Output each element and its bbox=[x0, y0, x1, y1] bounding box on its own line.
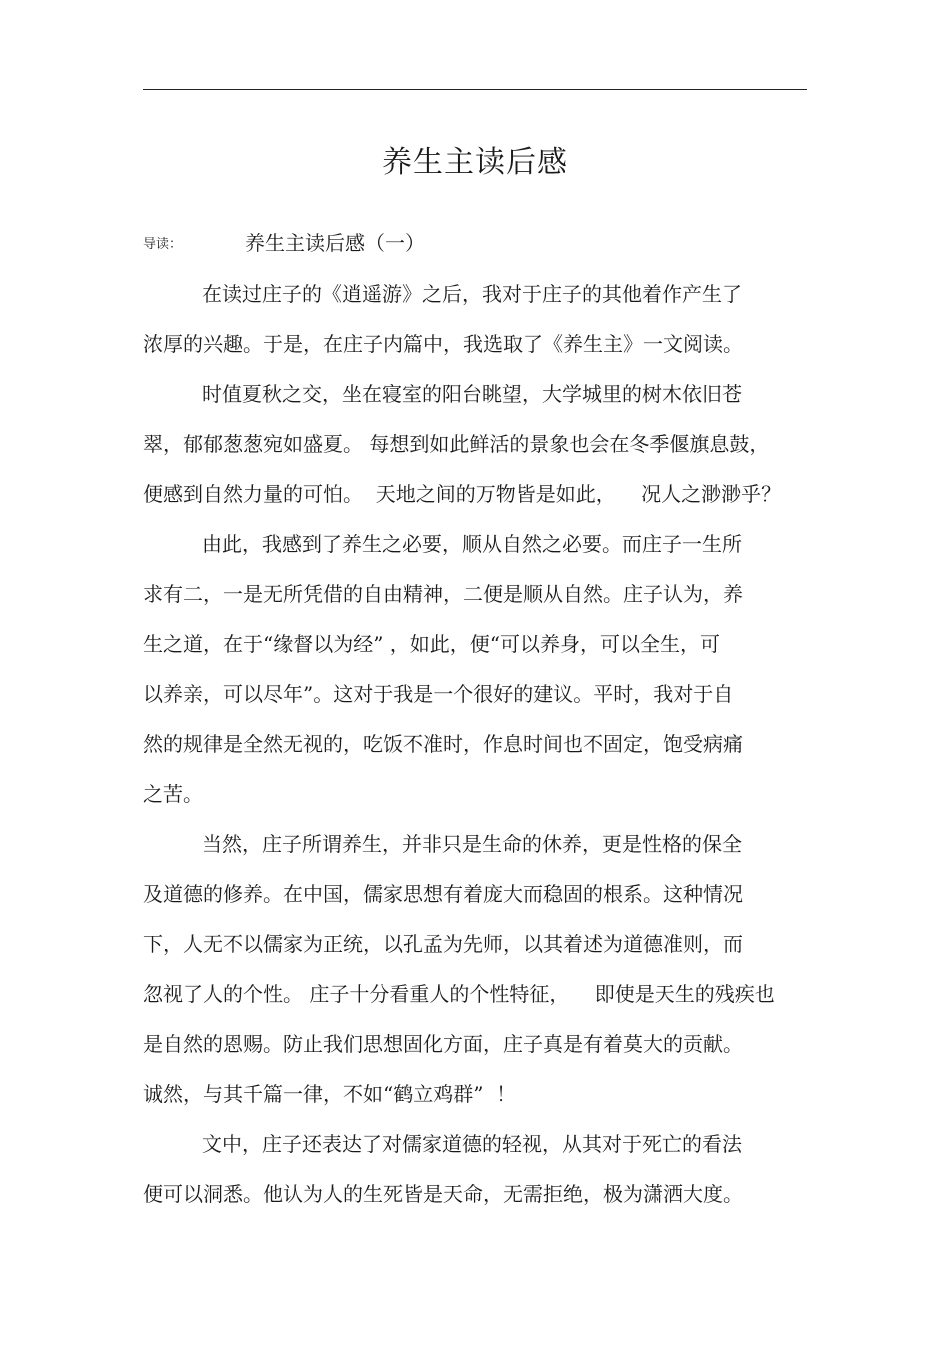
body-line: 文中，庄子还表达了对儒家道德的轻视，从其对于死亡的看法 bbox=[202, 1132, 742, 1156]
body-line: 诚然，与其千篇一律，不如“鹤立鸡群” ！ bbox=[143, 1082, 517, 1106]
body-line: 翠，郁郁葱葱宛如盛夏。 每想到如此鲜活的景象也会在冬季偃旗息鼓， bbox=[143, 432, 770, 456]
header-rule bbox=[143, 89, 807, 90]
body-line: 浓厚的兴趣。于是，在庄子内篇中，我选取了《养生主》一文阅读。 bbox=[143, 332, 743, 356]
body-line: 以养亲，可以尽年”。这对于我是一个很好的建议。平时，我对于自 bbox=[143, 682, 734, 706]
body-line: 由此，我感到了养生之必要，顺从自然之必要。而庄子一生所 bbox=[202, 532, 742, 556]
document-title: 养生主读后感 bbox=[382, 145, 568, 180]
body-line: 求有二，一是无所凭借的自由精神，二便是顺从自然。庄子认为，养 bbox=[143, 582, 743, 606]
body-line: 是自然的恩赐。防止我们思想固化方面，庄子真是有着莫大的贡献。 bbox=[143, 1032, 743, 1056]
body-line: 然的规律是全然无视的，吃饭不准时，作息时间也不固定，饱受病痛 bbox=[143, 732, 743, 756]
body-line: 之苦。 bbox=[143, 782, 203, 806]
intro-text: 养生主读后感（一） bbox=[245, 231, 425, 255]
body-line: 忽视了人的个性。 庄子十分看重人的个性特征， 即使是天生的残疾也 bbox=[143, 982, 775, 1006]
body-line: 时值夏秋之交，坐在寝室的阳台眺望，大学城里的树木依旧苍 bbox=[202, 382, 742, 406]
body-line: 便感到自然力量的可怕。 天地之间的万物皆是如此， 况人之渺渺乎？ bbox=[143, 482, 782, 506]
body-line: 当然，庄子所谓养生，并非只是生命的休养，更是性格的保全 bbox=[202, 832, 742, 856]
intro-label: 导读： bbox=[143, 237, 183, 252]
body-line: 及道德的修养。在中国，儒家思想有着庞大而稳固的根系。这种情况 bbox=[143, 882, 743, 906]
body-line: 下，人无不以儒家为正统，以孔孟为先师，以其着述为道德准则，而 bbox=[143, 932, 743, 956]
body-line: 在读过庄子的《逍遥游》之后，我对于庄子的其他着作产生了 bbox=[202, 282, 742, 306]
body-line: 生之道，在于“缘督以为经” ，如此，便“可以养身，可以全生，可 bbox=[143, 632, 721, 656]
body-line: 便可以洞悉。他认为人的生死皆是天命，无需拒绝，极为潇洒大度。 bbox=[143, 1182, 743, 1206]
